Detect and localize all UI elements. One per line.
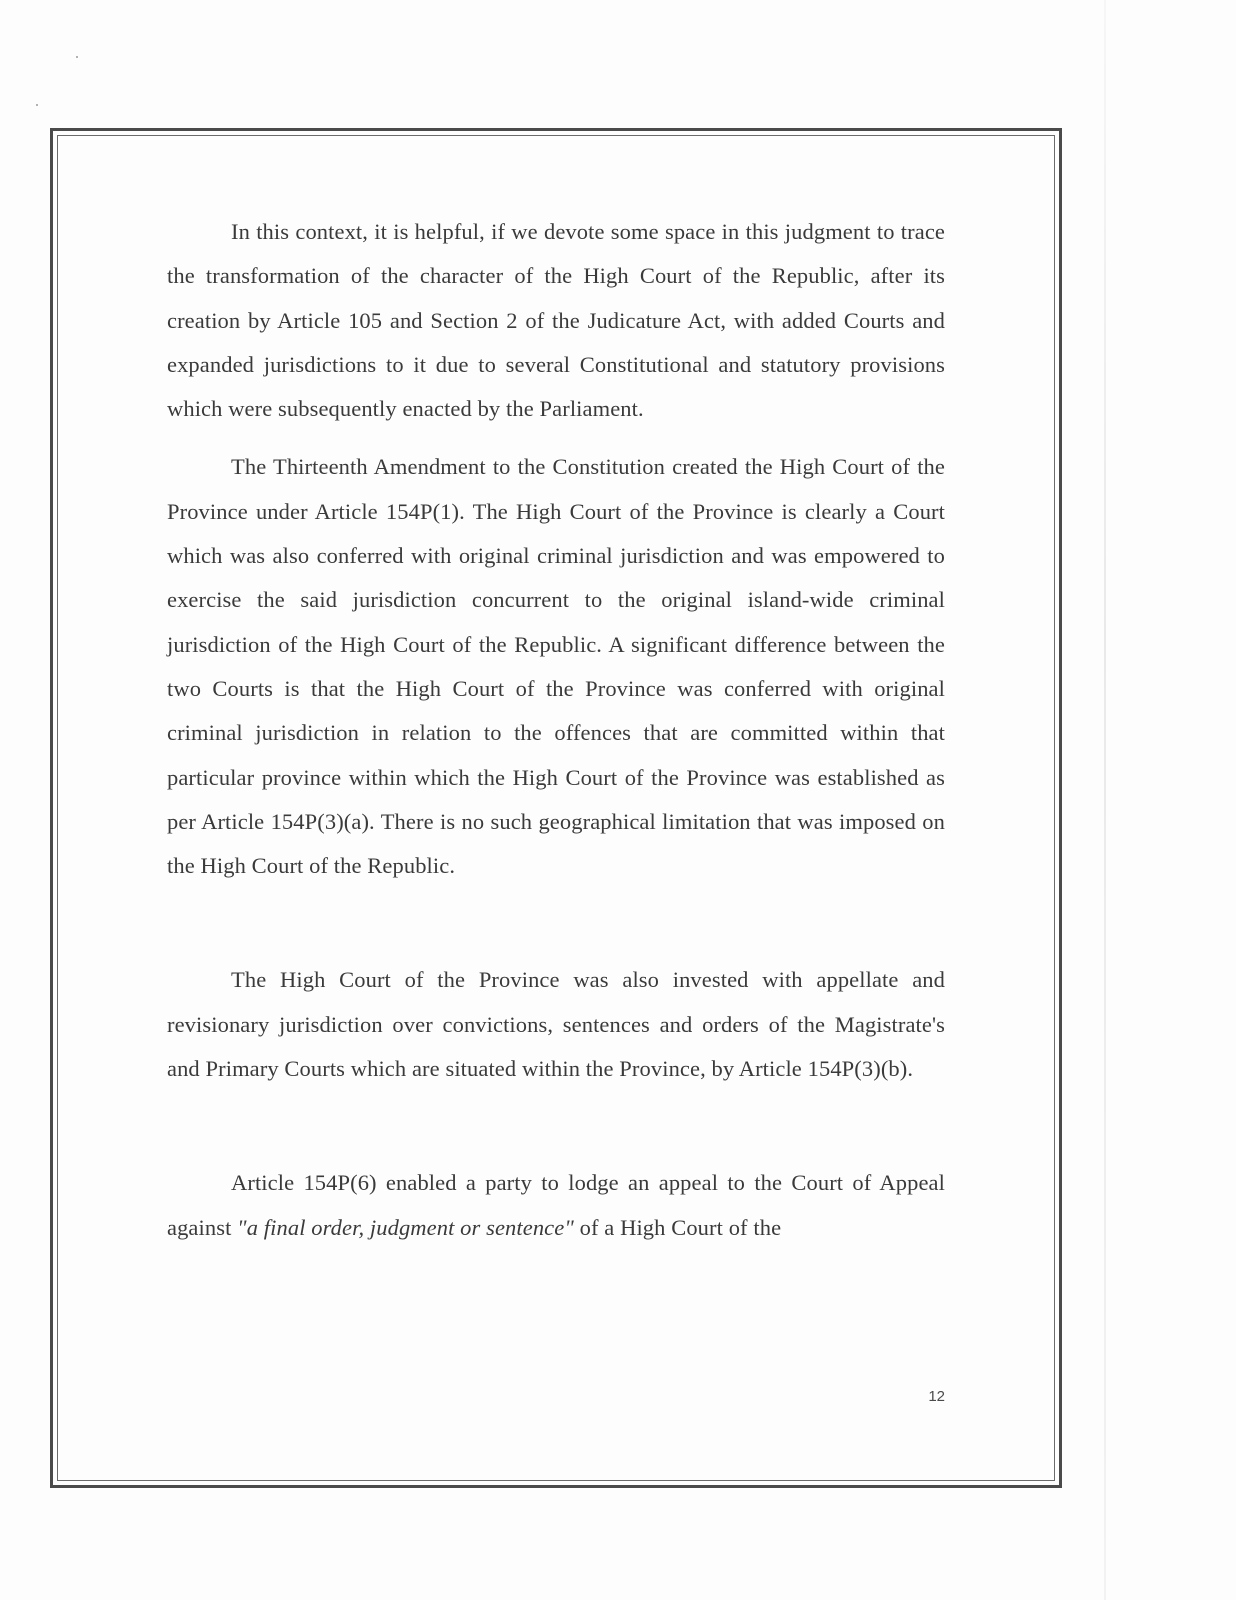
page-number: 12 — [928, 1388, 945, 1405]
document-body — [167, 210, 945, 1250]
paragraph: The High Court of the Province was also invested with appellate and revisionary jurisdiction over convictions, sentences and orders of the Magistrate's and Primary Courts which are situated within the Province, by Article 154P(3)(b). — [167, 967, 945, 1082]
paragraph-last — [167, 1161, 945, 1250]
paragraph: The Thirteenth Amendment to the Constitution created the High Court of the Province under Article 154P(1). The High Court of the Province is clearly a Court which was also conferred with original criminal jurisdiction and was empowered to exercise the said jurisdiction concurrent to the original island-wide criminal jurisdiction of the High Court of the Republic. A significant difference between the two Courts is that the High Court of the Province was conferred with original criminal jurisdiction in relation to the offences that are committed within that particular province within which the High Court of the Province was established as per Article 154P(3)(a). There is no such geographical limitation that was imposed on the High Court of the Republic. — [167, 454, 945, 879]
scan-speck — [76, 56, 78, 58]
paragraph-text: Article 154P(6) enabled a party to lodge an appeal to the Court of Appeal against — [167, 1170, 945, 1240]
quoted-phrase: "a final order, judgment or sentence" — [237, 1214, 574, 1240]
scan-edge-shadow — [1104, 0, 1106, 1600]
paragraph: In this context, it is helpful, if we devote some space in this judgment to trace the transformation of the character of the High Court of the Republic, after its creation by Article 105 and Section 2 of the Judicature Act, with added Courts and expanded jurisdictions to it due to several Constitutional and statutory provisions which were subsequently enacted by the Parliament. — [167, 219, 945, 422]
paragraph-text: of a High Court of the — [573, 1214, 782, 1240]
scan-speck — [36, 104, 38, 106]
